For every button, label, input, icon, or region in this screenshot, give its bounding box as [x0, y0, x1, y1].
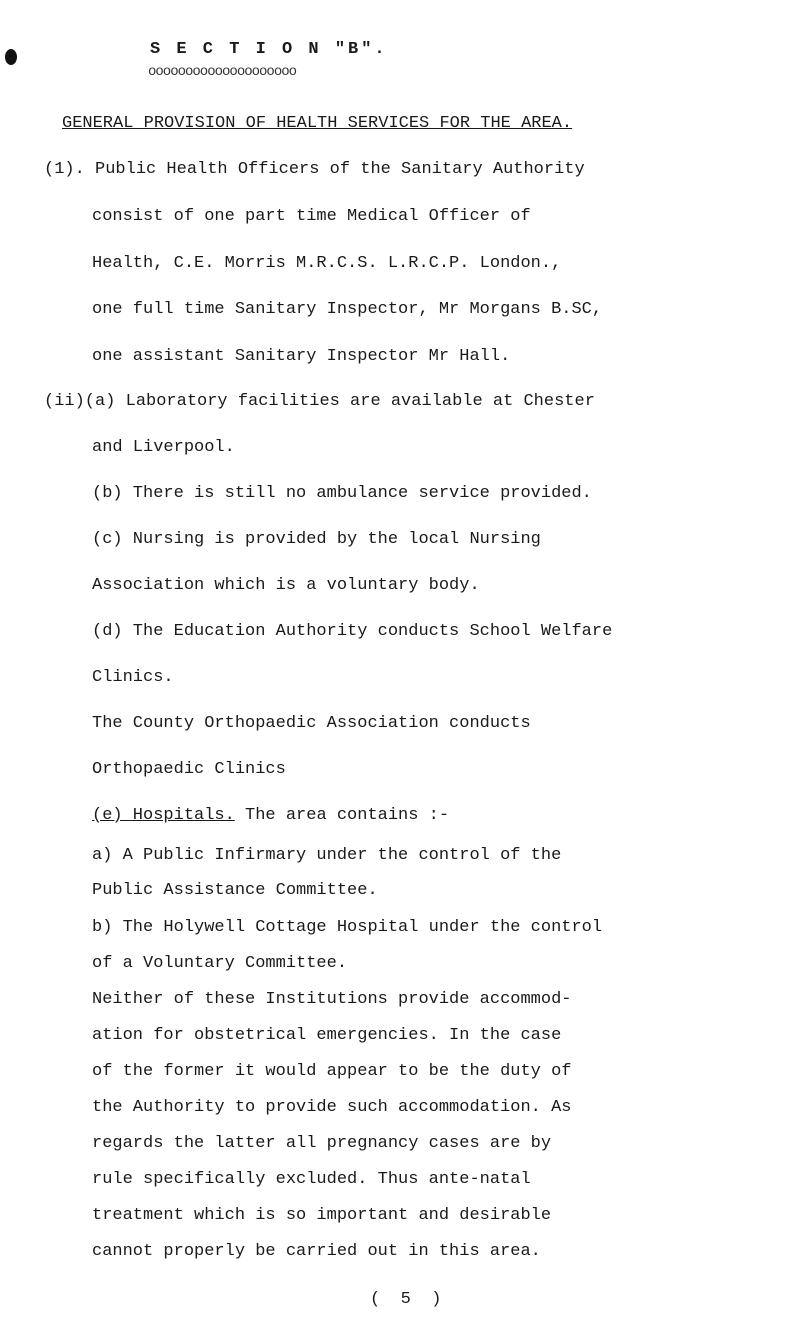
p2e-line-7: of the former it would appear to be the duty of — [92, 1062, 572, 1081]
p1-line-3: Health, C.E. Morris M.R.C.S. L.R.C.P. London., — [92, 254, 562, 273]
p2e-line-3: b) The Holywell Cottage Hospital under the control — [92, 918, 603, 937]
page-number: ( 5 ) — [370, 1290, 442, 1309]
p2e-line-1: a) A Public Infirmary under the control of the — [92, 846, 562, 865]
p2e-line-6: ation for obstetrical emergencies. In the case — [92, 1026, 562, 1045]
p2c-line-1: (c) Nursing is provided by the local Nursing — [92, 530, 541, 549]
p2d-line-3: The County Orthopaedic Association conducts — [92, 714, 531, 733]
p2e-line-4: of a Voluntary Committee. — [92, 954, 348, 973]
p2e-line-5: Neither of these Institutions provide accommod- — [92, 990, 572, 1009]
p2d-line-2: Clinics. — [92, 668, 174, 687]
p2e-line-2: Public Assistance Committee. — [92, 881, 378, 900]
p2b-line: (b) There is still no ambulance service provided. — [92, 484, 592, 503]
p2d-line-1: (d) The Education Authority conducts School Welfare — [92, 622, 613, 641]
p2e-line-11: treatment which is so important and desirable — [92, 1206, 552, 1225]
p2e-line-9: regards the latter all pregnancy cases are by — [92, 1134, 552, 1153]
p2e-heading — [92, 806, 449, 826]
p2a-line-2: and Liverpool. — [92, 438, 235, 457]
p2a-line-1: (ii)(a) Laboratory facilities are available at Chester — [44, 392, 595, 411]
p2e-line-10: rule specifically excluded. Thus ante-natal — [92, 1170, 531, 1189]
section-title: S E C T I O N "B". — [150, 40, 388, 59]
p2c-line-2: Association which is a voluntary body. — [92, 576, 480, 595]
p1-line-4: one full time Sanitary Inspector, Mr Morgans B.SC, — [92, 300, 603, 319]
page-heading: GENERAL PROVISION OF HEALTH SERVICES FOR THE AREA. — [62, 114, 573, 133]
p1-line-5: one assistant Sanitary Inspector Mr Hall. — [92, 347, 511, 366]
p2e-intro: The area contains :- — [234, 806, 450, 825]
bullet-dot-icon — [5, 49, 17, 65]
p2e-line-8: the Authority to provide such accommodation. As — [92, 1098, 572, 1117]
p1-line-1: (1). Public Health Officers of the Sanitary Authority — [44, 160, 585, 179]
p2e-label: (e) Hospitals. — [92, 806, 235, 825]
p2e-line-12: cannot properly be carried out in this area. — [92, 1242, 541, 1261]
section-title-decoration: oooooooooooooooooooo — [148, 64, 297, 80]
p1-line-2: consist of one part time Medical Officer of — [92, 207, 531, 226]
p2d-line-4: Orthopaedic Clinics — [92, 760, 286, 779]
